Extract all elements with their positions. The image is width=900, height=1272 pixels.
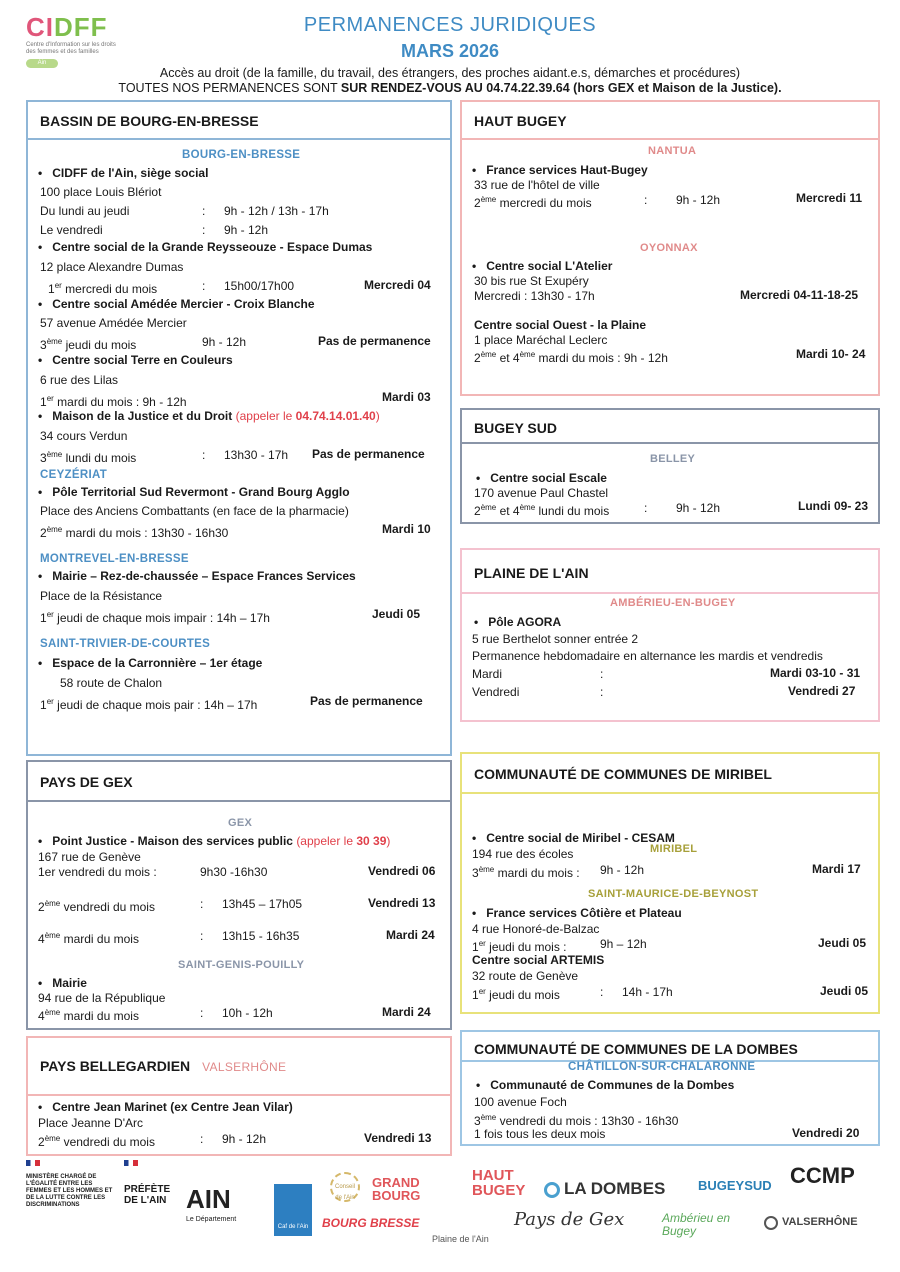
entry-note: 1 fois tous les deux mois xyxy=(474,1127,606,1141)
entry-address: 167 rue de Genève xyxy=(38,850,141,864)
entry-address: 34 cours Verdun xyxy=(40,429,128,443)
marianne-flag-icon xyxy=(26,1160,40,1166)
entry-day: 1er mercredi du mois xyxy=(48,281,158,296)
entry-colon: : xyxy=(200,929,204,943)
logo-ccmp: CCMP xyxy=(790,1163,855,1188)
entry-name: • Centre social L'Atelier xyxy=(472,259,613,273)
city-label: CHÂTILLON-SUR-CHALARONNE xyxy=(568,1061,756,1073)
city-label: MONTREVEL-EN-BRESSE xyxy=(40,553,189,565)
entry-date: Pas de permanence xyxy=(318,334,431,348)
entry-date: Vendredi 27 xyxy=(788,684,856,698)
entry-hours: 15h00/17h00 xyxy=(224,279,295,293)
entry-day: 1er mardi du mois : 9h - 12h xyxy=(40,394,187,409)
entry-hours: 10h - 12h xyxy=(222,1006,273,1020)
entry-day: 1er vendredi du mois : xyxy=(38,865,157,879)
entry-name: • France services Côtière et Plateau xyxy=(472,906,682,920)
dombes-ring-icon xyxy=(544,1182,560,1198)
entry-date: Mardi 10 xyxy=(382,522,431,536)
entry-day: 1er jeudi du mois xyxy=(472,987,560,1002)
entry-address: 94 rue de la République xyxy=(38,991,166,1005)
entry-day: 3ème mardi du mois : xyxy=(472,865,580,880)
entry-hours: 9h30 -16h30 xyxy=(200,865,268,879)
entry-name: • Pôle AGORA xyxy=(474,615,562,629)
section-bellegardien xyxy=(26,1036,452,1156)
logo-prefete: PRÉFÈTE DE L'AIN xyxy=(124,1184,171,1206)
entry-address: 5 rue Berthelot sonner entrée 2 xyxy=(472,632,639,646)
entry-hours: 9h - 12h xyxy=(202,335,247,349)
page-header xyxy=(0,14,900,95)
entry-colon: : xyxy=(600,667,604,681)
section-pays-gex xyxy=(26,760,452,1030)
entry-date: Lundi 09- 23 xyxy=(798,499,869,513)
entry-day: 2ème vendredi du mois xyxy=(38,899,155,914)
section-title: COMMUNAUTÉ DE COMMUNES DE MIRIBEL xyxy=(462,754,878,794)
entry-colon: : xyxy=(200,1132,204,1146)
section-bourg xyxy=(26,100,452,756)
page-title: PERMANENCES JURIDIQUES xyxy=(303,14,597,36)
entry-date: Pas de permanence xyxy=(312,447,425,461)
logo-bugey-sud: BUGEYSUD xyxy=(698,1178,772,1193)
city-label: VALSERHÔNE xyxy=(202,1060,287,1074)
city-label: NANTUA xyxy=(648,145,697,157)
section-title: PAYS DE GEX xyxy=(28,762,450,802)
entry-date: Mardi 17 xyxy=(812,862,861,876)
entry-hours: 13h45 – 17h05 xyxy=(222,897,303,911)
entry-day: Du lundi au jeudi xyxy=(40,204,130,218)
entry-name: • CIDFF de l'Ain, siège social xyxy=(38,166,209,180)
logo-plaine-ain: Plaine de l'Ain xyxy=(432,1234,489,1244)
entry-hours: 9h - 12h xyxy=(676,193,721,207)
logo-pill: Ain xyxy=(26,59,58,68)
city-label: SAINT-MAURICE-DE-BEYNOST xyxy=(588,888,759,900)
logo-bourg-bresse: BOURG BRESSE xyxy=(322,1216,420,1230)
entry-hours: 13h30 - 17h xyxy=(224,448,289,462)
entry-day: 4ème mardi du mois xyxy=(38,931,139,946)
entry-name: • Mairie – Rez-de-chaussée – Espace Frances Services xyxy=(38,569,356,583)
header-appointment xyxy=(0,81,900,95)
entry-date: Mercredi 04-11-18-25 xyxy=(740,288,859,302)
entry-address: 4 rue Honoré-de-Balzac xyxy=(472,922,600,936)
entry-date: Mardi 03-10 - 31 xyxy=(770,666,861,680)
entry-colon: : xyxy=(600,985,604,999)
partner-logos xyxy=(20,1158,880,1258)
section-title-text: PAYS BELLEGARDIEN xyxy=(40,1058,191,1074)
section-title: BASSIN DE BOURG-EN-BRESSE xyxy=(28,102,450,140)
entry-name: • Communauté de Communes de la Dombes xyxy=(476,1078,735,1092)
logo-ain: AIN xyxy=(186,1184,231,1214)
entry-colon: : xyxy=(644,501,648,515)
entry-colon: : xyxy=(200,897,204,911)
section-dombes xyxy=(460,1030,880,1146)
entry-day: Le vendredi xyxy=(40,223,103,237)
header-subtitle: Accès au droit (de la famille, du travail, des étrangers, des proches aidant.e.s, démarches et procédures) xyxy=(159,66,741,80)
entry-colon: : xyxy=(202,204,206,218)
entry-address: Place des Anciens Combattants (en face de la pharmacie) xyxy=(40,504,349,518)
entry-name: • Pôle Territorial Sud Revermont - Grand Bourg Agglo xyxy=(38,485,350,499)
entry-hours: 9h - 12h / 13h - 17h xyxy=(224,204,329,218)
entry-note: Permanence hebdomadaire en alternance les mardis et vendredis xyxy=(472,649,823,663)
logo-conseil: Conseil de l'Ain xyxy=(330,1172,360,1202)
entry-name: • Centre social de la Grande Reysseouze - Espace Dumas xyxy=(38,240,373,254)
logo-title-a: CI xyxy=(26,12,54,42)
section-haut-bugey xyxy=(460,100,880,396)
entry-colon: : xyxy=(200,1006,204,1020)
city-label: GEX xyxy=(228,817,253,829)
entry-date: Mardi 24 xyxy=(382,1005,431,1019)
entry-name: • Espace de la Carronnière – 1er étage xyxy=(38,656,263,670)
logo-amberieu: Ambérieu en Bugey xyxy=(662,1211,731,1238)
entry-day: 2ème vendredi du mois xyxy=(38,1134,155,1149)
entry-day: 4ème mardi du mois xyxy=(38,1008,139,1023)
entry-name: • Centre social Amédée Mercier - Croix Blanche xyxy=(38,297,315,311)
entry-date: Mercredi 04 xyxy=(364,278,431,292)
section-miribel xyxy=(460,752,880,1014)
entry-colon: : xyxy=(600,685,604,699)
section-title: COMMUNAUTÉ DE COMMUNES DE LA DOMBES xyxy=(462,1032,878,1062)
entry-colon: : xyxy=(202,279,206,293)
logo-valserhone: VALSERHÔNE xyxy=(782,1216,858,1228)
section-title: HAUT BUGEY xyxy=(462,102,878,140)
entry-hours: 9h - 12h xyxy=(676,501,721,515)
entry-name: • Centre social Terre en Couleurs xyxy=(38,353,233,367)
entry-date: Jeudi 05 xyxy=(818,936,867,950)
entry-day: 1er jeudi du mois : xyxy=(472,939,567,954)
entry-address: 58 route de Chalon xyxy=(60,676,163,690)
header-appointment-phone: SUR RENDEZ-VOUS AU 04.74.22.39.64 (hors GEX et Maison de la Justice). xyxy=(340,81,782,95)
header-appointment-prefix: TOUTES NOS PERMANENCES SONT xyxy=(118,81,341,95)
entry-colon: : xyxy=(202,448,206,462)
entry-colon: : xyxy=(202,223,206,237)
entry-address: 30 bis rue St Exupéry xyxy=(474,274,589,288)
entry-hours: 9h – 12h xyxy=(600,937,647,951)
entry-name: Centre social Ouest - la Plaine xyxy=(474,318,647,332)
entry-address: 194 rue des écoles xyxy=(472,847,574,861)
entry-hours: 9h - 12h xyxy=(600,863,645,877)
entry-address: 33 rue de l'hôtel de ville xyxy=(474,178,600,192)
entry-date: Jeudi 05 xyxy=(372,607,421,621)
entry-hours: 14h - 17h xyxy=(622,985,673,999)
entry-name: • Mairie xyxy=(38,976,87,990)
entry-hours: 9h - 12h xyxy=(222,1132,267,1146)
entry-address: 170 avenue Paul Chastel xyxy=(474,486,609,500)
city-label: OYONNAX xyxy=(640,242,698,254)
entry-name: • Maison de la Justice et du Droit (appeler le 04.74.14.01.40) xyxy=(38,409,380,423)
entry-date: Mercredi 11 xyxy=(796,191,863,205)
entry-address: 32 route de Genève xyxy=(472,969,579,983)
city-label: CEYZÉRIAT xyxy=(40,469,108,481)
logo-pays-gex: Pays de Gex xyxy=(514,1209,625,1230)
entry-date: Vendredi 13 xyxy=(368,896,436,910)
entry-address: Place de la Résistance xyxy=(40,589,163,603)
entry-address: 57 avenue Amédée Mercier xyxy=(40,316,187,330)
logo-title-b: DFF xyxy=(54,12,108,42)
entry-name: • France services Haut-Bugey xyxy=(472,163,648,177)
entry-date: Vendredi 13 xyxy=(364,1131,432,1145)
entry-day: 2ème mercredi du mois xyxy=(474,195,592,210)
city-label: SAINT-TRIVIER-DE-COURTES xyxy=(40,638,211,650)
entry-day: Mercredi : 13h30 - 17h xyxy=(474,289,595,303)
entry-date: Pas de permanence xyxy=(310,694,423,708)
valserhone-icon xyxy=(764,1216,778,1230)
entry-address: 100 place Louis Blériot xyxy=(40,185,162,199)
logo-subtitle: Centre d'Information sur les droits des femmes et des familles xyxy=(26,42,116,55)
entry-name: • Centre Jean Marinet (ex Centre Jean Vilar) xyxy=(38,1100,293,1114)
entry-day: 1er jeudi de chaque mois pair : 14h – 17h xyxy=(40,697,258,712)
city-label: MIRIBEL xyxy=(650,843,698,855)
entry-day: Mardi xyxy=(472,667,503,681)
entry-address: 1 place Maréchal Leclerc xyxy=(474,333,608,347)
entry-address: 6 rue des Lilas xyxy=(40,373,119,387)
entry-hours: 9h - 12h xyxy=(224,223,269,237)
entry-day: 3ème lundi du mois xyxy=(40,450,137,465)
section-title xyxy=(28,1038,450,1096)
logo-ministere: MINISTÈRE CHARGÉ DE L'ÉGALITÉ ENTRE LES FEMMES ET LES HOMMES ET DE LA LUTTE CONTRE LES DISCRIMINATIONS xyxy=(26,1174,113,1208)
entry-day: 1er jeudi de chaque mois impair : 14h – 17h xyxy=(40,610,270,625)
entry-day: 2ème mardi du mois : 13h30 - 16h30 xyxy=(40,525,229,540)
entry-date: Vendredi 06 xyxy=(368,864,436,878)
entry-day: 2ème et 4ème mardi du mois : 9h - 12h xyxy=(474,350,668,365)
entry-address: Place Jeanne D'Arc xyxy=(38,1116,144,1130)
entry-name: • Centre social Escale xyxy=(476,471,607,485)
entry-colon: : xyxy=(644,193,648,207)
entry-hours: 13h15 - 16h35 xyxy=(222,929,300,943)
entry-date: Mardi 10- 24 xyxy=(796,347,866,361)
entry-day: Vendredi xyxy=(472,685,520,699)
city-label: SAINT-GENIS-POUILLY xyxy=(178,959,305,971)
section-title: BUGEY SUD xyxy=(462,410,878,444)
city-label: AMBÉRIEU-EN-BUGEY xyxy=(610,597,736,609)
entry-date: Mardi 03 xyxy=(382,390,431,404)
section-bugey-sud xyxy=(460,408,880,524)
marianne-flag-icon xyxy=(124,1160,138,1166)
page-month: MARS 2026 xyxy=(400,41,500,61)
entry-date: Vendredi 20 xyxy=(792,1126,860,1140)
entry-name: • Centre social de Miribel - CESAM xyxy=(472,831,675,845)
entry-name: • Point Justice - Maison des services public (appeler le 30 39) xyxy=(38,834,391,848)
logo-caf: Caf de l'Ain xyxy=(274,1184,312,1236)
city-label: BELLEY xyxy=(650,453,696,465)
logo-haut-bugey: HAUT BUGEY xyxy=(472,1167,526,1199)
entry-date: Jeudi 05 xyxy=(820,984,869,998)
entry-address: 100 avenue Foch xyxy=(474,1095,567,1109)
entry-name: Centre social ARTEMIS xyxy=(472,953,605,967)
logo-la-dombes: LA DOMBES xyxy=(564,1179,666,1198)
section-title: PLAINE DE L'AIN xyxy=(462,550,878,594)
entry-day: 2ème et 4ème lundi du mois xyxy=(474,503,610,518)
city-label: BOURG-EN-BRESSE xyxy=(182,149,301,161)
entry-day: 3ème vendredi du mois : 13h30 - 16h30 xyxy=(474,1113,679,1128)
logo-grand-bourg: GRAND BOURG xyxy=(372,1175,421,1203)
entry-date: Mardi 24 xyxy=(386,928,435,942)
logo-ain-sub: Le Département xyxy=(186,1216,237,1223)
entry-day: 3ème jeudi du mois xyxy=(40,337,137,352)
entry-address: 12 place Alexandre Dumas xyxy=(40,260,184,274)
section-plaine-ain xyxy=(460,548,880,722)
